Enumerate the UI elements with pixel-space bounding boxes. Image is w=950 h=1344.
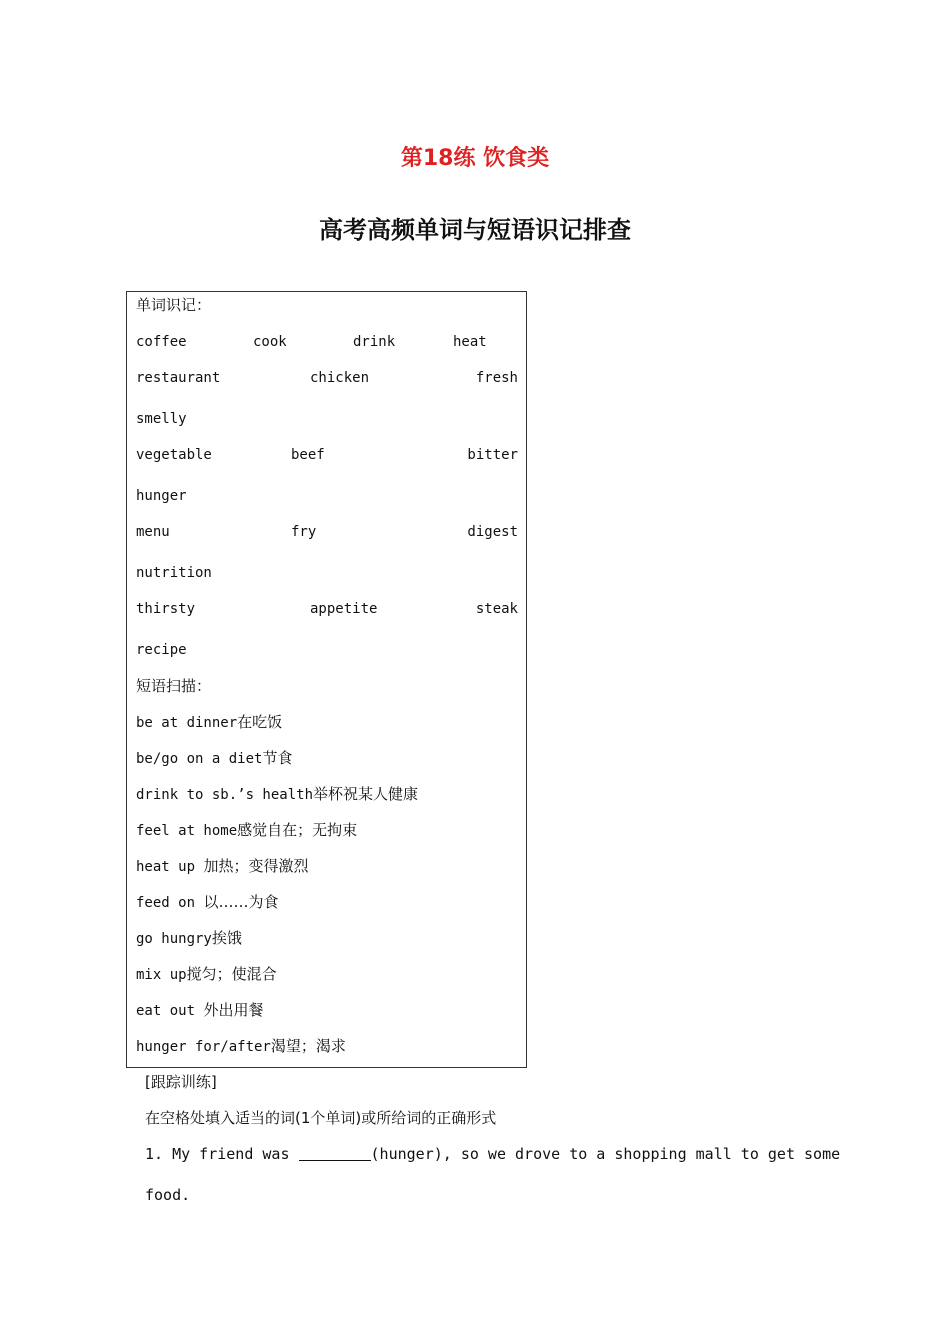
vocab-word: smelly xyxy=(136,411,187,427)
phrase-item: be at dinner在吃饭 xyxy=(136,713,283,731)
page-subtitle: 高考高频单词与短语识记排查 xyxy=(319,216,631,244)
vocab-word: appetite xyxy=(310,601,378,617)
phrase-item: be/go on a diet节食 xyxy=(136,749,293,767)
question-1-continued: food. xyxy=(145,1186,191,1204)
phrase-item: hunger for/after渴望；渴求 xyxy=(136,1037,346,1055)
vocab-word: hunger xyxy=(136,488,187,504)
vocab-word: drink xyxy=(353,334,396,350)
vocab-box xyxy=(126,291,527,1068)
page-title: 第18练 饮食类 xyxy=(400,146,550,171)
exercise-instruction: 在空格处填入适当的词(1个单词)或所给词的正确形式 xyxy=(145,1109,497,1127)
phrase-item: drink to sb.’s health举杯祝某人健康 xyxy=(136,785,419,803)
vocab-word: menu xyxy=(136,524,170,540)
vocab-section-label: 单词识记： xyxy=(136,296,212,314)
answer-blank[interactable] xyxy=(299,1146,371,1161)
vocab-word: steak xyxy=(475,601,518,617)
vocab-word: restaurant xyxy=(136,370,221,386)
phrase-item: feel at home感觉自在；无拘束 xyxy=(136,821,358,839)
vocab-word: recipe xyxy=(136,642,187,658)
question-1: 1. My friend was (hunger), so we drove to a shopping mall to get some xyxy=(145,1145,841,1163)
vocab-word: digest xyxy=(467,524,518,540)
vocab-word: beef xyxy=(291,447,325,463)
phrase-item: feed on 以……为食 xyxy=(136,893,279,911)
vocab-word: bitter xyxy=(467,447,518,463)
vocab-word: fry xyxy=(291,524,317,540)
phrase-item: heat up 加热；变得激烈 xyxy=(136,857,309,875)
exercise-label: [跟踪训练] xyxy=(145,1073,217,1091)
phrases-section-label: 短语扫描： xyxy=(136,677,212,695)
vocab-word: coffee xyxy=(136,334,187,350)
phrase-item: go hungry挨饿 xyxy=(136,929,242,947)
vocab-word: fresh xyxy=(475,370,518,386)
vocab-word: nutrition xyxy=(136,565,212,581)
vocab-word: heat xyxy=(453,334,487,350)
vocab-word: vegetable xyxy=(136,447,212,463)
vocab-word: cook xyxy=(253,334,287,350)
vocab-word: chicken xyxy=(310,370,370,386)
phrase-item: mix up搅匀；使混合 xyxy=(136,965,277,983)
phrase-item: eat out 外出用餐 xyxy=(136,1001,264,1019)
vocab-word: thirsty xyxy=(136,601,196,617)
